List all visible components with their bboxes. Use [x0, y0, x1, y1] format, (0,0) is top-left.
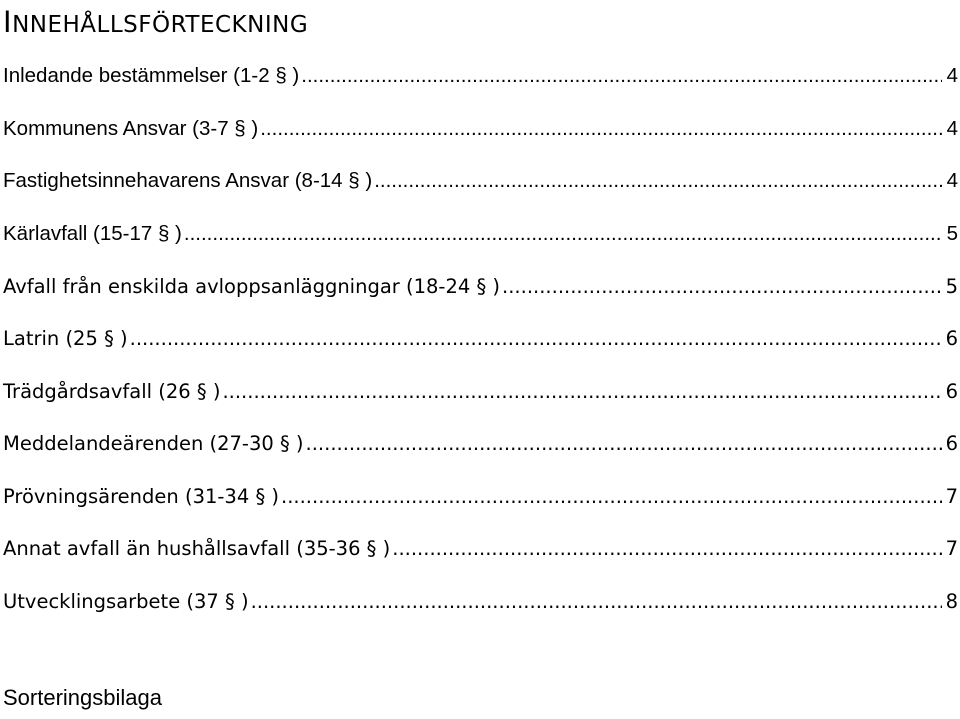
toc-entry-title: Kärlavfall (15-17 § ): [3, 221, 182, 245]
toc-entry-page: 6: [945, 379, 958, 403]
toc-entry-page: 4: [946, 64, 958, 88]
toc-entry-title: Fastighetsinnehavarens Ansvar (8-14 § ): [3, 169, 373, 193]
toc-heading-rest: NNEHÅLLSFÖRTECKNING: [12, 12, 309, 38]
toc-entry[interactable]: [0, 50, 960, 103]
toc-entry-page: 4: [946, 116, 958, 140]
toc-dot-leader: [306, 432, 942, 455]
section-heading-sorteringsbilaga: Sorteringsbilaga: [3, 685, 162, 710]
toc-dot-leader: [260, 117, 942, 141]
toc-dot-leader: [281, 485, 942, 508]
toc-entry-page: 7: [945, 484, 958, 508]
toc-dot-leader: [502, 275, 942, 298]
toc-entry-title: Latrin (25 § ): [3, 327, 128, 351]
toc-entry[interactable]: [0, 208, 960, 261]
toc-dot-leader: [251, 590, 942, 613]
toc-entry-title: Avfall från enskilda avloppsanläggningar (18-24 § ): [3, 274, 501, 298]
toc-entry-title: Trädgårdsavfall (26 § ): [3, 379, 221, 403]
toc-entry-page: 6: [945, 327, 958, 351]
toc-entry-title: Prövningsärenden (31-34 § ): [3, 484, 279, 508]
toc-heading: [3, 0, 308, 47]
toc-entry-title: Kommunens Ansvar (3-7 § ): [3, 116, 259, 140]
toc-dot-leader: [222, 380, 942, 403]
toc-entry[interactable]: [0, 523, 960, 576]
toc-entry-page: 5: [945, 274, 958, 298]
toc-entry[interactable]: [0, 365, 960, 418]
toc-entry-page: 6: [945, 432, 958, 456]
toc-entry-title: Utvecklingsarbete (37 § ): [3, 589, 249, 613]
toc-entry-page: 4: [946, 169, 958, 193]
table-of-contents: [0, 50, 960, 628]
toc-entry[interactable]: [0, 575, 960, 628]
toc-entry-page: 7: [945, 537, 958, 561]
toc-dot-leader: [301, 64, 942, 88]
toc-entry[interactable]: [0, 470, 960, 523]
toc-entry-page: 8: [945, 589, 958, 613]
toc-entry-title: Annat avfall än hushållsavfall (35-36 § ): [3, 537, 391, 561]
toc-entry-title: Meddelandeärenden (27-30 § ): [3, 432, 304, 456]
toc-dot-leader: [184, 222, 942, 246]
toc-entry-title: Inledande bestämmelser (1-2 § ): [3, 64, 300, 88]
toc-entry[interactable]: [0, 260, 960, 313]
toc-entry[interactable]: [0, 313, 960, 366]
toc-entry-page: 5: [946, 221, 958, 245]
toc-heading-initial: I: [3, 5, 13, 39]
toc-dot-leader: [130, 327, 942, 350]
toc-entry[interactable]: [0, 103, 960, 156]
toc-entry[interactable]: [0, 155, 960, 208]
toc-entry[interactable]: [0, 418, 960, 471]
toc-dot-leader: [392, 537, 942, 560]
toc-dot-leader: [374, 169, 942, 193]
